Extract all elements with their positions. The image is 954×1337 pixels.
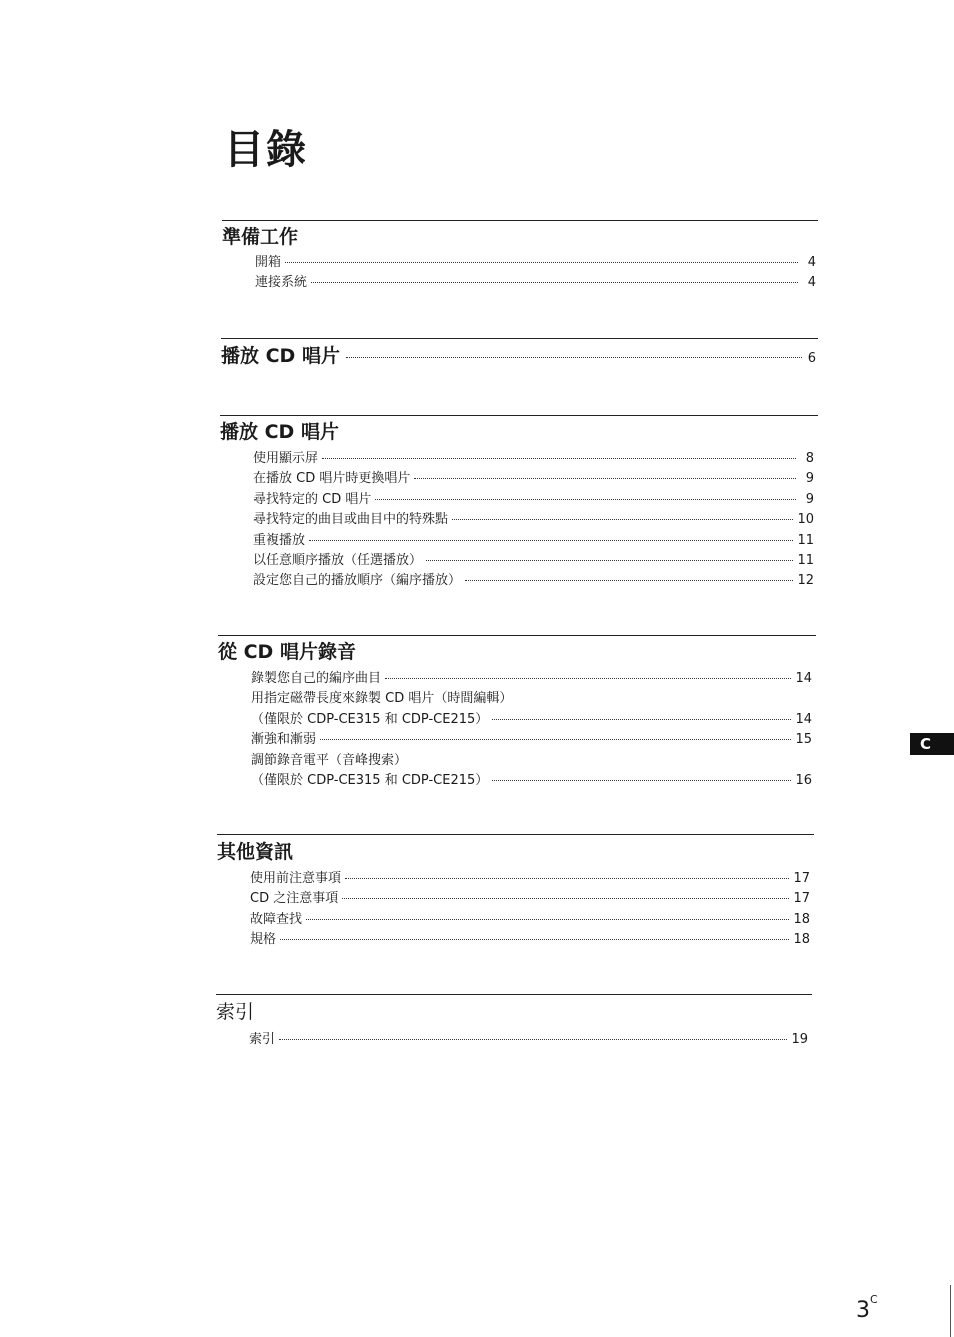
dot-leader: [385, 678, 791, 679]
toc-entry-page: 9: [805, 491, 814, 507]
toc-entry-label: CD 之注意事項: [250, 891, 339, 907]
dot-leader: [320, 739, 791, 740]
toc-entry[interactable]: [251, 710, 812, 730]
toc-entry-page: 6: [807, 351, 816, 366]
dot-leader: [492, 719, 791, 720]
toc-entry[interactable]: [253, 469, 814, 489]
toc-entry-label: 以任意順序播放（任選播放）: [253, 553, 423, 569]
section-heading: 從 CD 唱片錄音: [218, 641, 356, 663]
dot-leader: [309, 540, 793, 541]
toc-section-preparation: [222, 220, 818, 294]
dot-leader: [280, 939, 789, 940]
toc-section-additional-info: [217, 834, 814, 951]
dot-leader: [342, 898, 789, 899]
dot-leader: [465, 580, 793, 581]
section-rule: [216, 994, 812, 995]
section-rule: [220, 415, 818, 416]
section-heading: 播放 CD 唱片: [221, 345, 340, 367]
toc-section-playing-cds: [220, 415, 818, 592]
dot-leader: [285, 262, 798, 263]
toc-entry-page: 14: [795, 711, 812, 727]
toc-entry-page: 15: [795, 732, 812, 748]
toc-entry-label: 在播放 CD 唱片時更換唱片: [253, 471, 411, 487]
page-title: 目錄: [224, 127, 308, 173]
section-heading: 播放 CD 唱片: [220, 421, 339, 443]
dot-leader: [375, 499, 796, 500]
toc-entry[interactable]: [251, 730, 812, 750]
toc-entry-label: 索引: [249, 1032, 276, 1047]
toc-entry[interactable]: [249, 1030, 808, 1050]
toc-entry-label: 尋找特定的 CD 唱片: [253, 491, 372, 507]
toc-entry-label: 連接系統: [255, 275, 308, 291]
toc-entry-page: 4: [807, 275, 816, 291]
toc-entry[interactable]: [251, 771, 812, 791]
toc-entry[interactable]: [250, 930, 810, 950]
toc-section-playing-cds-intro: [221, 338, 818, 372]
toc-entry[interactable]: [253, 551, 814, 571]
toc-entry[interactable]: [253, 531, 814, 551]
toc-entry-page: 19: [791, 1032, 808, 1047]
toc-entry-page: 14: [795, 671, 812, 686]
page-number-suffix: C: [870, 1292, 878, 1306]
dot-leader: [345, 878, 789, 879]
toc-entry[interactable]: [253, 510, 814, 530]
dot-leader: [322, 458, 796, 459]
page-number-value: 3: [856, 1298, 870, 1323]
dot-leader: [346, 357, 802, 358]
toc-entry-page: 11: [797, 553, 814, 569]
dot-leader: [279, 1039, 787, 1040]
toc-entry[interactable]: [250, 869, 810, 889]
toc-entry-label: 重複播放: [253, 532, 306, 548]
toc-entry-label: 尋找特定的曲目或曲目中的特殊點: [253, 512, 449, 528]
toc-entry-label: 設定您自己的播放順序（編序播放）: [253, 573, 462, 589]
toc-entry-first-line[interactable]: 調節錄音電平（音峰搜索）: [251, 752, 408, 768]
toc-entry-page: 4: [807, 255, 816, 270]
toc-entry-page: 9: [805, 471, 814, 487]
toc-entry-label: 錄製您自己的編序曲目: [251, 671, 382, 686]
toc-entry[interactable]: [253, 571, 814, 591]
toc-entry-label: 故障查找: [250, 911, 303, 927]
toc-entry-label: 規格: [250, 932, 277, 948]
toc-entry-first-line[interactable]: 用指定磁帶長度來錄製 CD 唱片（時間編輯）: [251, 691, 513, 707]
toc-entry-page: 11: [797, 532, 814, 548]
toc-entry-page: 10: [797, 512, 814, 528]
language-tab: C: [910, 733, 954, 755]
toc-entry[interactable]: [253, 449, 814, 469]
section-heading: 其他資訊: [217, 841, 294, 863]
dot-leader: [492, 780, 791, 781]
dot-leader: [452, 519, 793, 520]
toc-entry-page: 16: [795, 773, 812, 789]
toc-entry[interactable]: [250, 910, 810, 930]
toc-entry-page: 18: [793, 932, 810, 948]
toc-entry-label: 使用前注意事項: [250, 871, 342, 886]
section-heading: 準備工作: [222, 226, 299, 248]
toc-entry[interactable]: [221, 343, 816, 372]
toc-entry-page: 17: [793, 871, 810, 886]
toc-entry-label: 開箱: [255, 255, 282, 270]
toc-entry[interactable]: [251, 669, 812, 689]
section-heading: 索引: [216, 1001, 255, 1023]
page-number: [856, 1292, 878, 1323]
section-rule: [218, 635, 816, 636]
toc-entry-page: 12: [797, 573, 814, 589]
toc-entry-page: 18: [793, 911, 810, 927]
toc-section-index: [216, 994, 812, 1050]
toc-entry-label: 使用顯示屏: [253, 451, 319, 466]
toc-entry-label: （僅限於 CDP-CE315 和 CDP-CE215）: [251, 773, 489, 789]
toc-entry-label: （僅限於 CDP-CE315 和 CDP-CE215）: [251, 711, 489, 727]
toc-entry-label: 漸強和漸弱: [251, 732, 317, 748]
section-rule: [217, 834, 814, 835]
page-edge-line: [950, 1285, 951, 1337]
section-rule: [222, 220, 818, 221]
toc-entry[interactable]: [253, 490, 814, 510]
section-rule: [221, 338, 818, 339]
toc-entry-page: 17: [793, 891, 810, 907]
dot-leader: [311, 282, 798, 283]
toc-entry-page: 8: [805, 451, 814, 466]
toc-section-recording: [218, 635, 816, 791]
toc-entry[interactable]: [255, 273, 816, 293]
dot-leader: [426, 560, 793, 561]
dot-leader: [414, 478, 796, 479]
toc-entry[interactable]: [250, 889, 810, 909]
toc-entry[interactable]: [255, 253, 816, 273]
dot-leader: [306, 919, 789, 920]
